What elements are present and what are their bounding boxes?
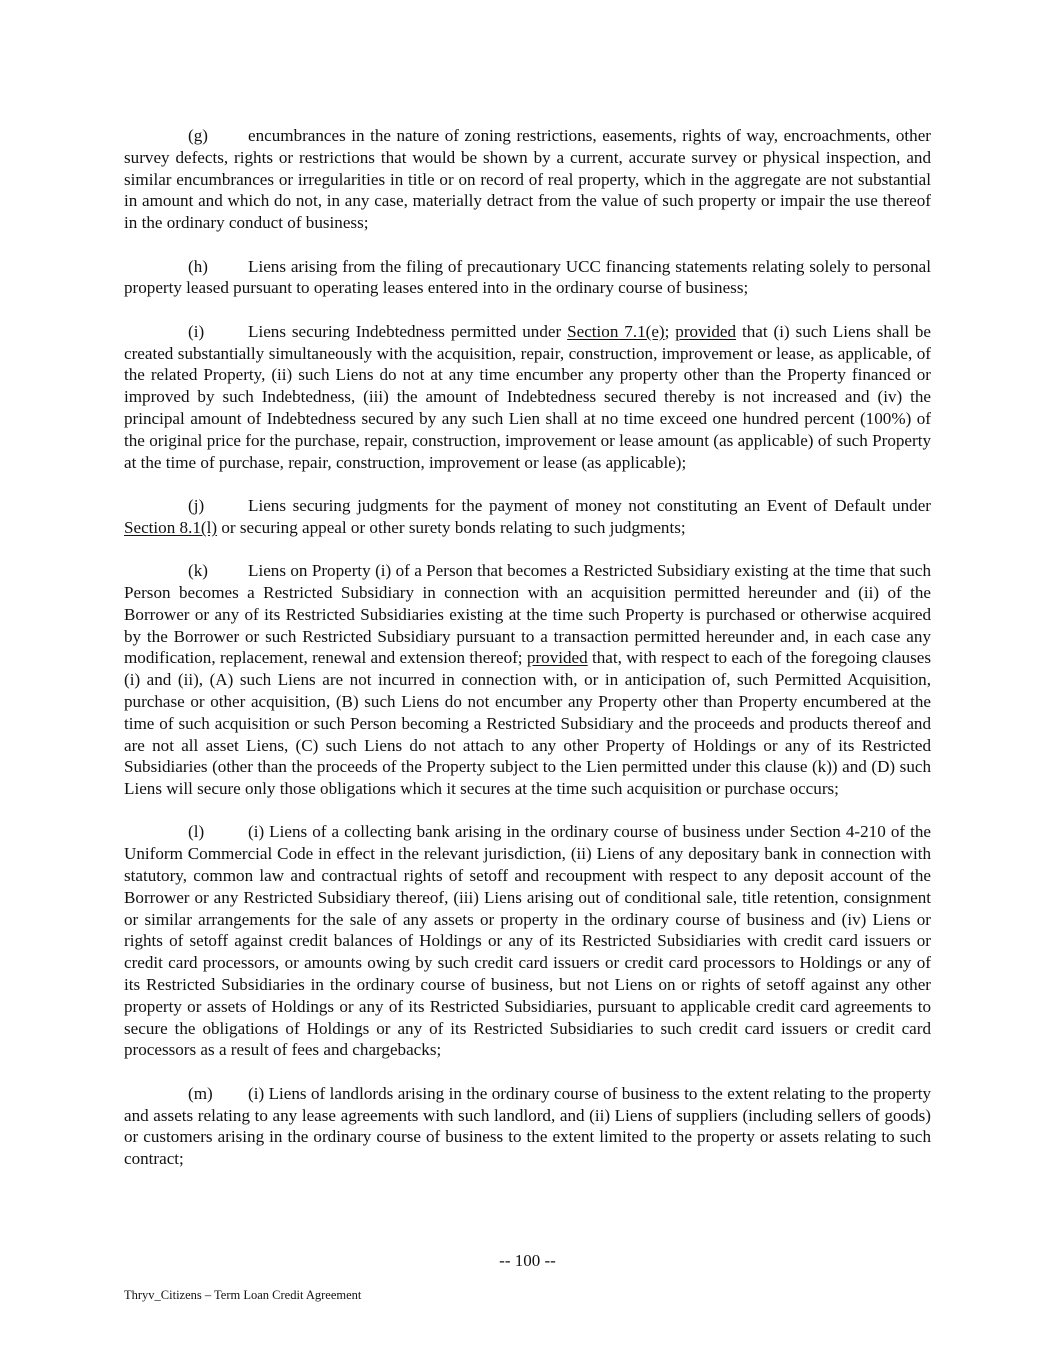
clause-paragraph — [124, 125, 931, 234]
clause-paragraph — [124, 560, 931, 800]
clause-paragraph — [124, 321, 931, 474]
clause-text: Liens arising from the filing of precautionary UCC financing statements relating solely to personal property leased pursuant to operating leases entered into in the ordinary course of business; — [124, 256, 931, 298]
clause-text: Liens securing Indebtedness permitted under — [248, 321, 568, 341]
clause-label: (k) — [188, 561, 208, 581]
clause-label: (l) — [188, 822, 205, 842]
clause-text: Liens securing judgments for the payment of money not constituting an Event of Default under — [248, 495, 931, 515]
clause-label: (m) — [188, 1083, 213, 1103]
clause-paragraph — [124, 821, 931, 1061]
clause-text: that (i) such Liens shall be created substantially simultaneously with the acquisition, repair, construction, improvement or lease, as applicable, of the related Property, (ii) such Liens do not at any time encumber any property other than the Property financed or improved by such Indebtedness, (iii) the amount of Indebtedness secured thereby is not increased and (iv) the principal amount of Indebtedness secured by any such Lien shall at no time exceed one hundred percent (100%) of the original price for the purchase, repair, construction, improvement or lease amount (as applicable) of such Property at the time of purchase, repair, construction, improvement or lease (as applicable); — [124, 321, 932, 472]
clause-text: Liens on Property (i) of a Person that becomes a Restricted Subsidiary existing at the time that such Person becomes a Restricted Subsidiary in connection with an acquisition permitted hereunder and (ii) of the Borrower or any of its Restricted Subsidiaries existing at the time such Property is purchased or otherwise acquired by the Borrower or such Restricted Subsidiary pursuant to a transaction permitted hereunder and, in each case any modification, replacement, renewal and extension thereof; — [124, 561, 931, 668]
cross-reference: Section 7.1(e) — [567, 321, 665, 341]
clause-paragraph — [124, 256, 931, 300]
clause-list — [124, 125, 931, 1170]
cross-reference: Section 8.1(l) — [124, 517, 218, 537]
clause-label: (i) — [188, 321, 205, 341]
clause-text: ; — [664, 321, 676, 341]
document-footer: Thryv_Citizens – Term Loan Credit Agreement — [124, 1288, 362, 1302]
clause-text: (i) Liens of a collecting bank arising in the ordinary course of business under Section 4-210 of the Uniform Commercial Code in effect in the relevant jurisdiction, (ii) Liens of any depositary bank in connection with statutory, common law and contractual rights of setoff and recoupment with respect to any deposit account of the Borrower or any Restricted Subsidiary thereof, (iii) Liens arising out of conditional sale, title retention, consignment or similar arrangements for the sale of any assets or property in the ordinary course of business and (iv) Liens or rights of setoff against credit balances of Holdings or any of its Restricted Subsidiaries with credit card issuers or credit card processors, or amounts owing by such credit card issuers or credit card processors to Holdings or any of its Restricted Subsidiaries in the ordinary course of business, but not Liens on or rights of setoff against any other property or assets of Holdings or any of its Restricted Subsidiaries, pursuant to applicable credit card agreements to secure the obligations of Holdings or any of its Restricted Subsidiaries to such credit card issuers or credit card processors as a result of fees and chargebacks; — [124, 822, 931, 1060]
cross-reference: provided — [526, 648, 588, 668]
cross-reference: provided — [675, 321, 737, 341]
clause-label: (j) — [188, 495, 205, 515]
page-number: -- 100 -- — [499, 1251, 556, 1270]
clause-label: (g) — [188, 126, 208, 145]
clause-text: (i) Liens of landlords arising in the ordinary course of business to the extent relating to the property and assets relating to any lease agreements with such landlord, and (ii) Liens of suppliers (including sellers of goods) or customers arising in the ordinary course of business to the extent limited to the property or assets relating to such contract; — [124, 1083, 931, 1169]
clause-text: or securing appeal or other surety bonds relating to such judgments; — [217, 517, 686, 537]
document-page — [124, 125, 931, 1192]
clause-text: encumbrances in the nature of zoning restrictions, easements, rights of way, encroachments, other survey defects, rights or restrictions that would be shown by a current, accurate survey or physical inspection, and similar encumbrances or irregularities in title or on record of real property, which in the aggregate are not substantial in amount and which do not, in any case, materially detract from the value of such property or impair the use thereof in the ordinary conduct of business; — [124, 126, 931, 233]
clause-label: (h) — [188, 256, 208, 276]
clause-paragraph — [124, 495, 931, 539]
clause-text: that, with respect to each of the foregoing clauses (i) and (ii), (A) such Liens are not incurred in connection with, or in anticipation of, such Permitted Acquisition, purchase or other acquisition, (B) such Liens do not encumber any Property other than Property encumbered at the time of such acquisition or such Person becoming a Restricted Subsidiary and the proceeds and products thereof and are not all asset Liens, (C) such Liens do not attach to any other Property of Holdings or any of its Restricted Subsidiaries (other than the proceeds of the Property subject to the Lien permitted under this clause (k)) and (D) such Liens will secure only those obligations which it secures at the time such acquisition or purchase occurs; — [124, 648, 931, 799]
clause-paragraph — [124, 1083, 931, 1170]
